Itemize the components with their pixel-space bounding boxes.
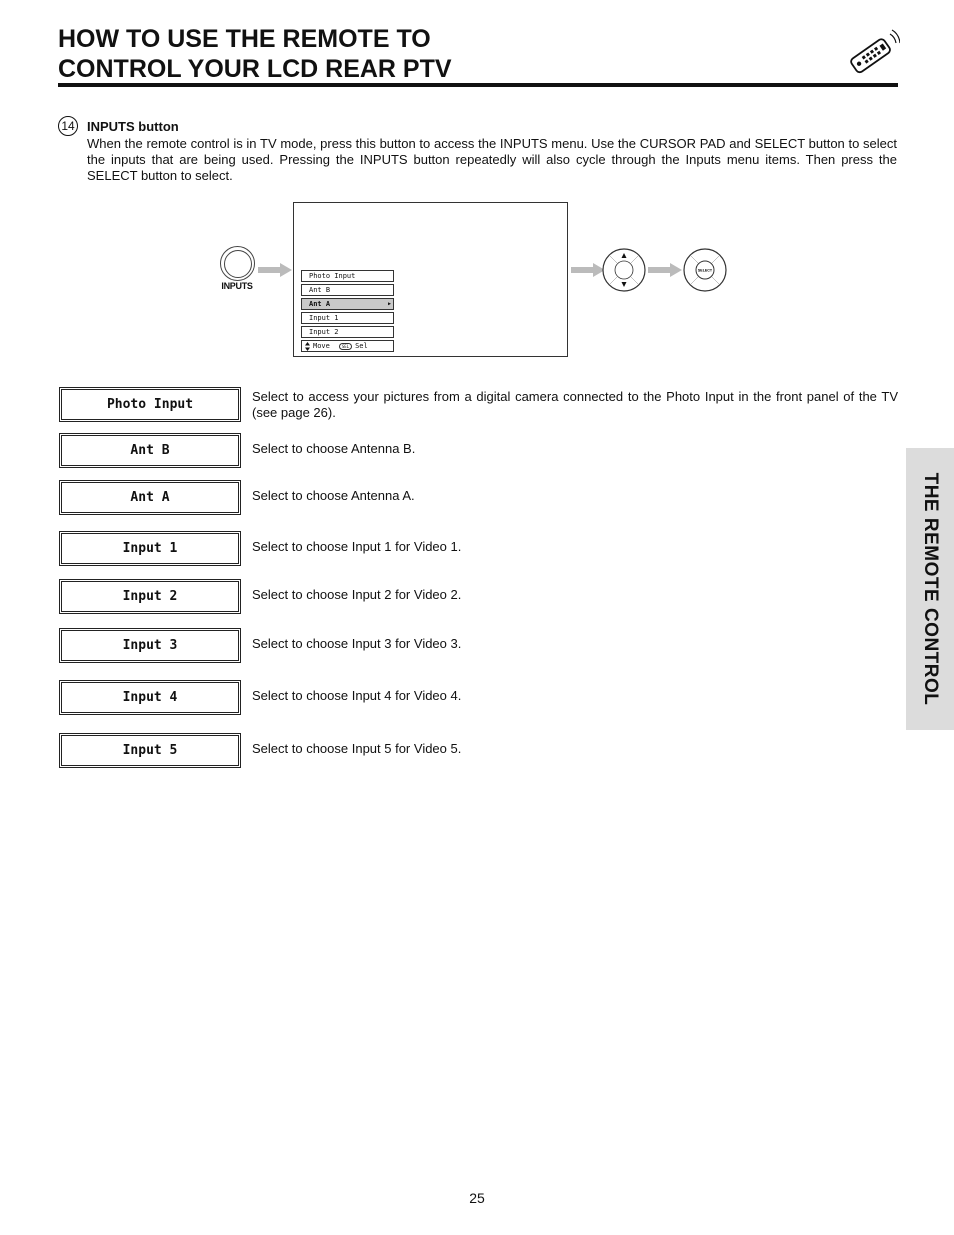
option-desc-input-3: Select to choose Input 3 for Video 3.: [252, 636, 462, 651]
page-title: [58, 24, 452, 84]
inputs-button-label: INPUTS: [221, 281, 253, 291]
arrow-right-icon: [258, 263, 292, 277]
option-label-input-4: Input 4: [59, 680, 241, 715]
footer-move-label: Move: [313, 342, 330, 350]
option-desc-ant-a: Select to choose Antenna A.: [252, 488, 415, 503]
sel-pill-icon: SEL: [339, 343, 352, 350]
menu-footer: [301, 340, 394, 352]
option-label-ant-a: Ant A: [59, 480, 241, 515]
inputs-menu: [301, 270, 394, 352]
menu-item-input-2: Input 2: [301, 326, 394, 338]
option-desc-input-2: Select to choose Input 2 for Video 2.: [252, 587, 462, 602]
menu-item-ant-a: Ant A ▶: [301, 298, 394, 310]
option-desc-input-1: Select to choose Input 1 for Video 1.: [252, 539, 462, 554]
title-rule: [58, 83, 898, 87]
section-number: 14: [58, 116, 78, 136]
option-label-input-1: Input 1: [59, 531, 241, 566]
section-body: When the remote control is in TV mode, press this button to access the INPUTS menu. Use the CURSOR PAD and SELECT button to select the inputs that are being used. Pressing the INPUTS button repeatedly will also cycle through the Inputs menu items. Then press the SELECT button to select.: [87, 136, 897, 183]
option-desc-input-5: Select to choose Input 5 for Video 5.: [252, 741, 462, 756]
arrow-right-icon: [571, 263, 605, 277]
title-line-2: CONTROL YOUR LCD REAR PTV: [58, 55, 452, 83]
title-line-1: HOW TO USE THE REMOTE TO: [58, 25, 431, 53]
option-label-ant-b: Ant B: [59, 433, 241, 468]
option-label-input-3: Input 3: [59, 628, 241, 663]
option-desc-input-4: Select to choose Input 4 for Video 4.: [252, 688, 462, 703]
option-desc-photo-input: Select to access your pictures from a digital camera connected to the Photo Input in the front panel of the TV (see page 26).: [252, 389, 898, 420]
option-label-input-2: Input 2: [59, 579, 241, 614]
select-button-icon: [683, 248, 727, 292]
select-button-label: SELECT: [697, 268, 713, 273]
option-label-photo-input: Photo Input: [59, 387, 241, 422]
menu-item-ant-b: Ant B: [301, 284, 394, 296]
option-label-input-5: Input 5: [59, 733, 241, 768]
remote-control-icon: [846, 28, 900, 80]
page-number: 25: [469, 1190, 485, 1206]
inputs-button-illustration: [220, 246, 255, 281]
menu-item-input-1: Input 1: [301, 312, 394, 324]
option-desc-ant-b: Select to choose Antenna B.: [252, 441, 416, 456]
side-tab-label: THE REMOTE CONTROL: [920, 472, 941, 706]
up-down-arrows-icon: [305, 342, 310, 351]
cursor-pad-icon: [602, 248, 646, 292]
section-heading: INPUTS button: [87, 119, 179, 134]
footer-sel-label: Sel: [355, 342, 368, 350]
menu-item-photo-input: Photo Input: [301, 270, 394, 282]
arrow-right-icon: [648, 263, 682, 277]
